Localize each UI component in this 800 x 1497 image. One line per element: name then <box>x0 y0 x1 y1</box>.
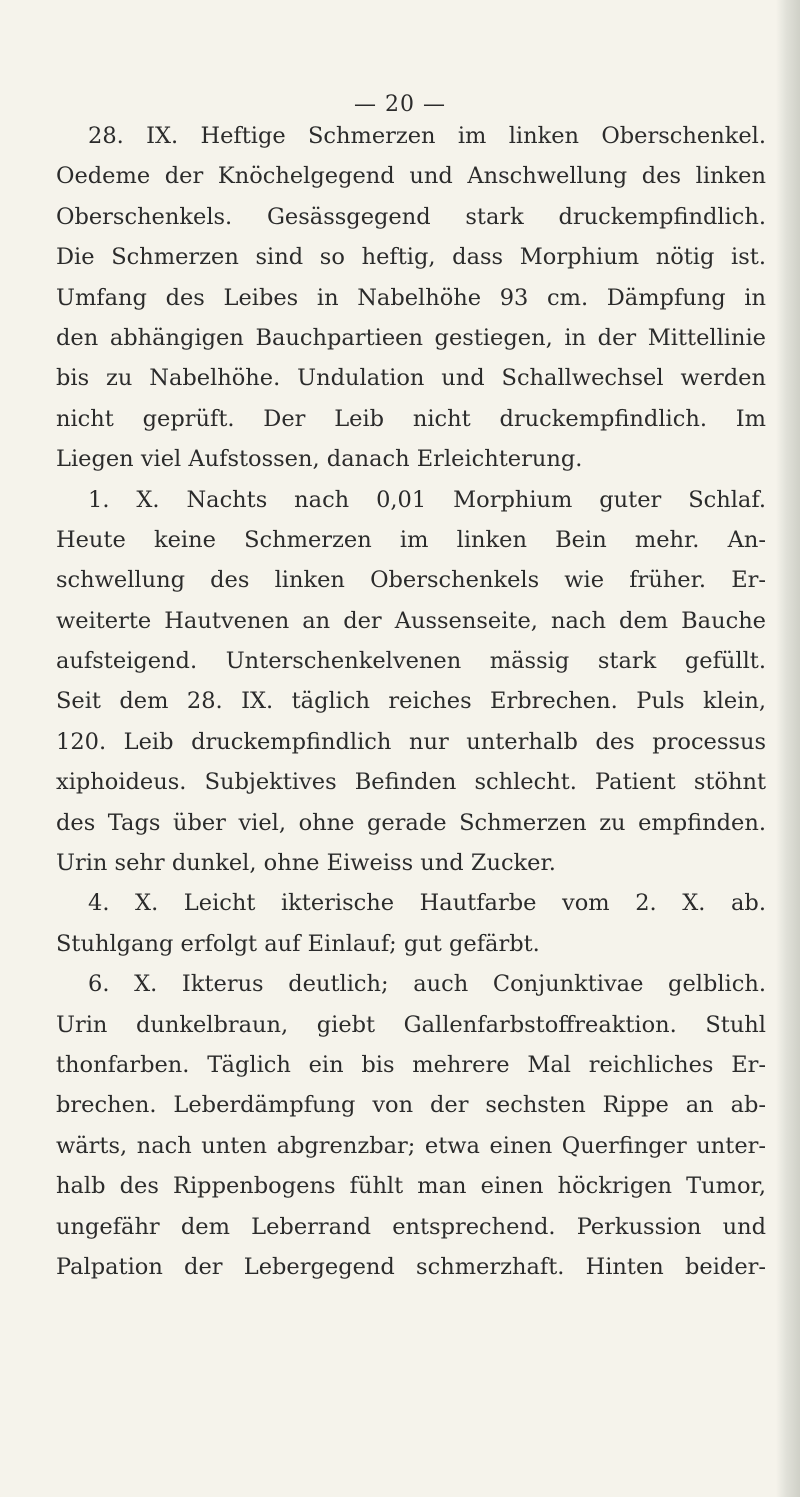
text-line: 4. X. Leicht ikterische Hautfarbe vom 2. X. ab. <box>88 890 766 917</box>
text-line: Die Schmerzen sind so heftig, dass Morphium nötig ist. <box>56 244 766 271</box>
text-line: den abhängigen Bauchpartieen gestiegen, in der Mittellinie <box>56 324 766 351</box>
text-line: xiphoideus. Subjektives Befinden schlecht. Patient stöhnt <box>56 769 766 796</box>
text-line: 120. Leib druckempfindlich nur unterhalb des processus <box>56 728 766 755</box>
text-line: halb des Rippenbogens fühlt man einen höckrigen Tumor, <box>56 1173 766 1200</box>
text-line: Seit dem 28. IX. täglich reiches Erbrechen. Puls klein, <box>56 688 766 715</box>
text-line: bis zu Nabelhöhe. Undulation und Schallwechsel werden <box>56 365 766 392</box>
text-line: thonfarben. Täglich ein bis mehrere Mal reichliches Er- <box>56 1051 766 1078</box>
body-text <box>56 116 766 1287</box>
page-number: — 20 — <box>354 92 446 117</box>
text-line: Urin sehr dunkel, ohne Eiweiss und Zucker. <box>56 850 556 877</box>
text-line: Urin dunkelbraun, giebt Gallenfarbstoffreaktion. Stuhl <box>56 1011 766 1038</box>
page-edge-shadow <box>776 0 800 1497</box>
text-line: Umfang des Leibes in Nabelhöhe 93 cm. Dämpfung in <box>56 284 766 311</box>
text-line: des Tags über viel, ohne gerade Schmerzen zu empfinden. <box>56 809 766 836</box>
text-line: Palpation der Lebergegend schmerzhaft. Hinten beider- <box>56 1253 766 1280</box>
text-line: Oberschenkels. Gesässgegend stark druckempfindlich. <box>56 203 766 230</box>
text-line: Heute keine Schmerzen im linken Bein mehr. An- <box>56 526 766 553</box>
text-line: 1. X. Nachts nach 0,01 Morphium guter Schlaf. <box>88 486 766 513</box>
text-line: aufsteigend. Unterschenkelvenen mässig stark gefüllt. <box>56 648 766 675</box>
text-line: schwellung des linken Oberschenkels wie früher. Er- <box>56 567 766 594</box>
text-line: 28. IX. Heftige Schmerzen im linken Oberschenkel. <box>88 123 766 149</box>
text-line: weiterte Hautvenen an der Aussenseite, nach dem Bauche <box>56 607 766 634</box>
text-line: Liegen viel Aufstossen, danach Erleichterung. <box>56 446 583 473</box>
text-line: Stuhlgang erfolgt auf Einlauf; gut gefärbt. <box>56 930 540 957</box>
text-line: brechen. Leberdämpfung von der sechsten Rippe an ab- <box>56 1092 766 1119</box>
text-line: Oedeme der Knöchelgegend und Anschwellung des linken <box>56 163 766 190</box>
text-line: nicht geprüft. Der Leib nicht druckempfindlich. Im <box>56 405 766 432</box>
text-line: 6. X. Ikterus deutlich; auch Conjunktivae gelblich. <box>88 971 766 998</box>
text-line: ungefähr dem Leberrand entsprechend. Perkussion und <box>56 1213 766 1240</box>
text-line: wärts, nach unten abgrenzbar; etwa einen Querfinger unter- <box>56 1132 766 1159</box>
